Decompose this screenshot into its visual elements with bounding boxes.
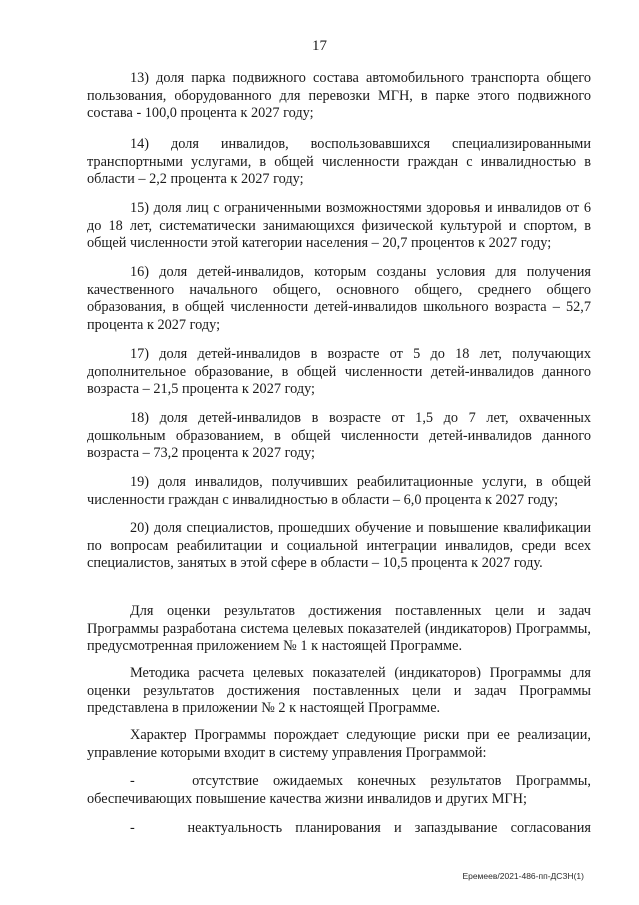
paragraph-risks-intro: Характер Программы порождает следующие риски при ее реализации, управление которыми входит в систему управления Программой: — [87, 727, 591, 761]
paragraph-indicator-system: Для оценки результатов достижения поставленных цели и задач Программы разработана система целевых показателей (индикаторов) Программы, предусмотренная приложением № 1 к настоящей Программе. — [87, 603, 591, 655]
paragraph-indicator-18: 18) доля детей-инвалидов в возрасте от 1,5 до 7 лет, охваченных дошкольным образованием, в общей численности детей-инвалидов данного возраста – 73,2 процента к 2027 году; — [87, 410, 591, 462]
paragraph-indicator-15: 15) доля лиц с ограниченными возможностями здоровья и инвалидов от 6 до 18 лет, систематически занимающихся физической культурой и спортом, в общей численности этой категории населения – 20,7 процентов к 2027 году; — [87, 200, 591, 252]
paragraph-indicator-17: 17) доля детей-инвалидов в возрасте от 5 до 18 лет, получающих дополнительное образование, в общей численности детей-инвалидов данного возраста – 21,5 процента к 2027 году; — [87, 346, 591, 398]
risk-item: - неактуальность планирования и запаздывание согласования — [130, 820, 591, 836]
risk-item: - отсутствие ожидаемых конечных результатов Программы, обеспечивающих повышение качества жизни инвалидов и других МГН; — [87, 773, 591, 807]
paragraph-indicator-14: 14) доля инвалидов, воспользовавшихся специализированными транспортными услугами, в общей численности граждан с инвалидностью в области – 2,2 процента к 2027 году; — [87, 136, 591, 188]
paragraph-indicator-16: 16) доля детей-инвалидов, которым созданы условия для получения качественного начального общего, основного общего, среднего общего образования, в общей численности детей-инвалидов школьного возраста – 52,7 процента к 2027 году; — [87, 264, 591, 333]
document-registration-code: Еремеев/2021-486-пп-ДСЗН(1) — [462, 871, 584, 881]
paragraph-indicator-13: 13) доля парка подвижного состава автомобильного транспорта общего пользования, оборудованного для перевозки МГН, в парке этого подвижного состава - 100,0 процента к 2027 году; — [87, 70, 591, 122]
paragraph-methodology: Методика расчета целевых показателей (индикаторов) Программы для оценки результатов достижения поставленных цели и задач Программы представлена в приложении № 2 к настоящей Программе. — [87, 665, 591, 717]
paragraph-indicator-19: 19) доля инвалидов, получивших реабилитационные услуги, в общей численности граждан с инвалидностью в области – 6,0 процента к 2027 году; — [87, 474, 591, 508]
page-number: 17 — [312, 38, 327, 54]
paragraph-indicator-20: 20) доля специалистов, прошедших обучение и повышение квалификации по вопросам реабилитации и социальной интеграции инвалидов, среди всех специалистов, занятых в этой сфере в области – 10,5 процента к 2027 году. — [87, 520, 591, 572]
